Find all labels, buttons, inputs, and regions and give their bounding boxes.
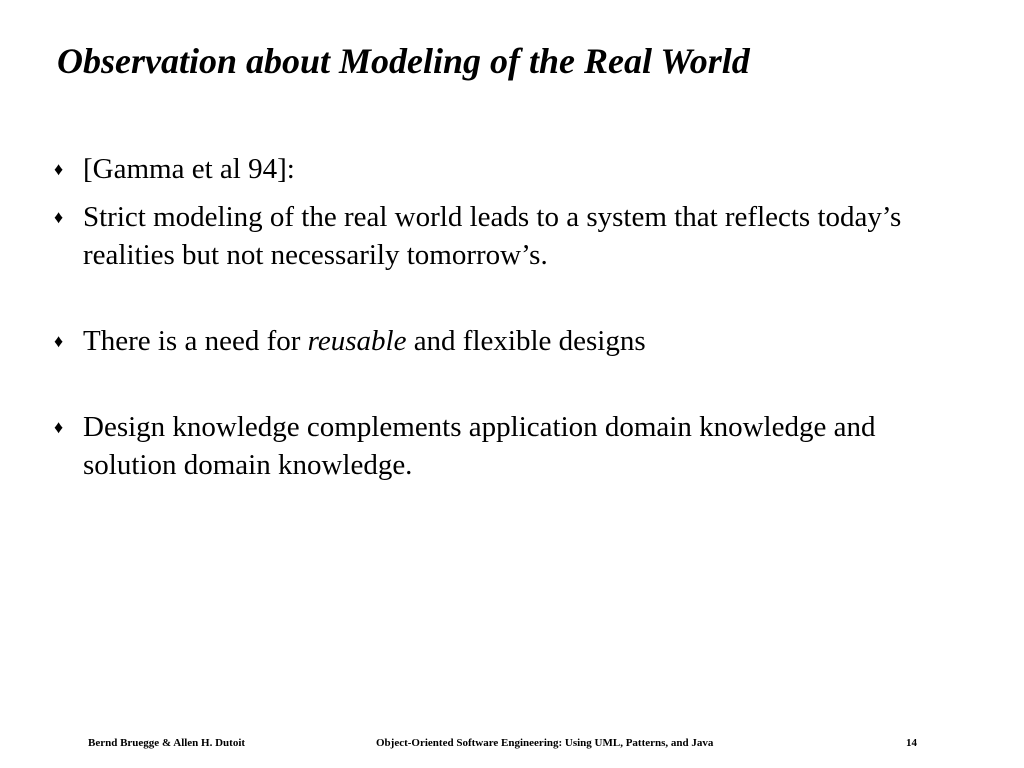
- bullet-text-after: and flexible designs: [406, 325, 646, 357]
- slide-title: Observation about Modeling of the Real World: [57, 41, 750, 81]
- bullet-emphasis: reusable: [307, 325, 407, 357]
- bullet-item: [54, 198, 954, 274]
- footer-page-number: 14: [906, 737, 917, 749]
- footer-authors: Bernd Bruegge & Allen H. Dutoit: [88, 737, 246, 749]
- bullet-list: [54, 150, 954, 484]
- bullet-text: [Gamma et al 94]:: [83, 153, 295, 185]
- diamond-bullet-icon: ♦: [54, 417, 64, 437]
- diamond-bullet-icon: ♦: [54, 159, 64, 179]
- bullet-item: [54, 322, 954, 360]
- bullet-item: [54, 408, 954, 484]
- bullet-text-before: There is a need for: [83, 325, 308, 357]
- diamond-bullet-icon: ♦: [54, 207, 64, 227]
- footer-book-title: Object-Oriented Software Engineering: Using UML, Patterns, and Java: [376, 737, 714, 749]
- bullet-text: Design knowledge complements application domain knowledge and solution domain knowledge.: [83, 411, 876, 481]
- bullet-item: [54, 150, 954, 188]
- diamond-bullet-icon: ♦: [54, 331, 64, 351]
- bullet-text: Strict modeling of the real world leads to a system that reflects today’s realities but not necessarily tomorrow’s.: [83, 201, 902, 271]
